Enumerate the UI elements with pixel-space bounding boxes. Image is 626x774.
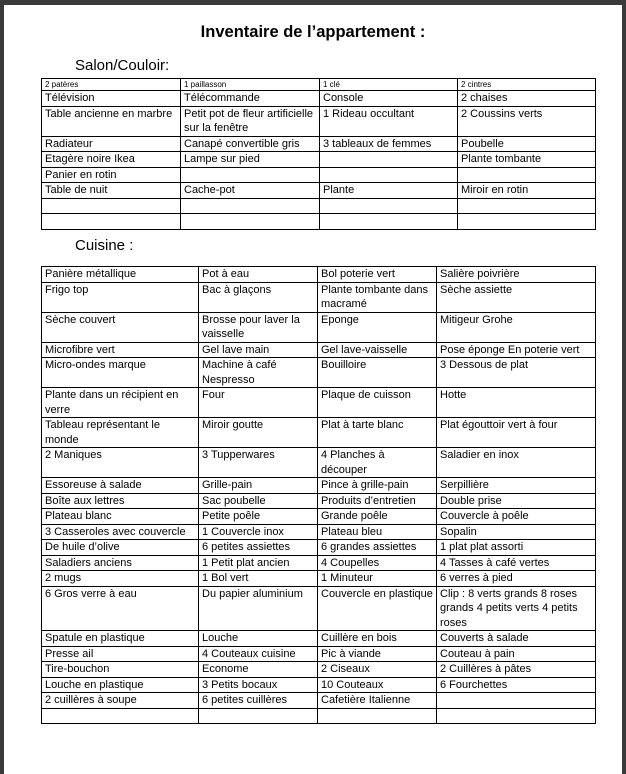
table-cell: Radiateur — [42, 136, 181, 152]
table-cell: Petit pot de fleur artificielle sur la fenêtre — [181, 106, 320, 136]
table-cell: 1 plat plat assorti — [437, 540, 596, 556]
table-cell: Hotte — [437, 388, 596, 418]
table-cell: 4 Tasses à café vertes — [437, 555, 596, 571]
table-cell: Couverts à salade — [437, 631, 596, 647]
table-row — [42, 693, 596, 709]
table-cell: Saladier en inox — [437, 448, 596, 478]
table-cell — [458, 214, 596, 230]
table-cell: 2 chaises — [458, 91, 596, 107]
table-row — [42, 493, 596, 509]
table-row — [42, 631, 596, 647]
table-cell — [42, 214, 181, 230]
table-cell: Frigo top — [42, 282, 199, 312]
table-cell: Miroir goutte — [199, 418, 318, 448]
table-row — [42, 662, 596, 678]
table-cell: Pic à viande — [318, 646, 437, 662]
table-row — [42, 677, 596, 693]
table-cell — [320, 167, 458, 183]
table-row — [42, 509, 596, 525]
table-cell: Louche en plastique — [42, 677, 199, 693]
table-cell: Machine à café Nespresso — [199, 358, 318, 388]
table-row — [42, 342, 596, 358]
table-cell: Gel lave-vaisselle — [318, 342, 437, 358]
section-heading-salon: Salon/Couloir: — [75, 57, 170, 74]
table-row — [42, 267, 596, 283]
table-row — [42, 478, 596, 494]
table-cell: 1 Minuteur — [318, 571, 437, 587]
table-cell: 2 Cuillères à pâtes — [437, 662, 596, 678]
table-cell: Tableau représentant le monde — [42, 418, 199, 448]
table-cell: Petite poêle — [199, 509, 318, 525]
table-row — [42, 167, 596, 183]
table-cell — [458, 198, 596, 214]
table-cell: Couvercle à poêle — [437, 509, 596, 525]
table-row — [42, 388, 596, 418]
table-row — [42, 708, 596, 724]
table-cell: 2 cuillères à soupe — [42, 693, 199, 709]
table-cell — [437, 708, 596, 724]
table-cell: Pose éponge En poterie vert — [437, 342, 596, 358]
table-row — [42, 79, 596, 91]
table-cell: Télévision — [42, 91, 181, 107]
table-cell: 2 Coussins verts — [458, 106, 596, 136]
table-cell — [437, 693, 596, 709]
table-cell: Miroir en rotin — [458, 183, 596, 199]
table-cell: Serpillière — [437, 478, 596, 494]
cuisine-inventory-table — [41, 266, 596, 724]
table-cell: Bol poterie vert — [318, 267, 437, 283]
table-cell: Mitigeur Grohe — [437, 312, 596, 342]
table-cell: Plateau bleu — [318, 524, 437, 540]
table-cell — [42, 708, 199, 724]
table-cell: 1 clé — [320, 79, 458, 91]
table-cell: 1 paillasson — [181, 79, 320, 91]
table-row — [42, 91, 596, 107]
table-cell — [199, 708, 318, 724]
table-cell: Plante tombante dans macramé — [318, 282, 437, 312]
table-cell: Salière poivrière — [437, 267, 596, 283]
table-cell: Pince à grille-pain — [318, 478, 437, 494]
table-cell: 6 petites cuillères — [199, 693, 318, 709]
table-cell: Cache-pot — [181, 183, 320, 199]
table-cell: 1 Petit plat ancien — [199, 555, 318, 571]
table-cell — [318, 708, 437, 724]
table-cell: 2 cintres — [458, 79, 596, 91]
table-cell: Bac à glaçons — [199, 282, 318, 312]
section-heading-cuisine: Cuisine : — [75, 237, 134, 254]
table-cell: Pot à eau — [199, 267, 318, 283]
table-cell: Gel lave main — [199, 342, 318, 358]
table-cell: Sac poubelle — [199, 493, 318, 509]
table-cell: Télécommande — [181, 91, 320, 107]
salon-inventory-table — [41, 78, 596, 230]
table-row — [42, 152, 596, 168]
table-cell: 6 grandes assiettes — [318, 540, 437, 556]
table-cell: Grille-pain — [199, 478, 318, 494]
table-cell: Table de nuit — [42, 183, 181, 199]
table-cell: 2 Ciseaux — [318, 662, 437, 678]
table-row — [42, 418, 596, 448]
table-cell: Saladiers anciens — [42, 555, 199, 571]
table-cell: Couvercle en plastique — [318, 586, 437, 631]
table-row — [42, 136, 596, 152]
table-cell: Econome — [199, 662, 318, 678]
table-cell — [320, 214, 458, 230]
table-cell: Boîte aux lettres — [42, 493, 199, 509]
table-cell: Cuillère en bois — [318, 631, 437, 647]
table-cell: 2 patères — [42, 79, 181, 91]
table-cell: Produits d’entretien — [318, 493, 437, 509]
table-cell: 6 Fourchettes — [437, 677, 596, 693]
table-row — [42, 282, 596, 312]
table-cell: Plante dans un récipient en verre — [42, 388, 199, 418]
table-cell — [181, 214, 320, 230]
table-row — [42, 214, 596, 230]
table-cell: Plante — [320, 183, 458, 199]
table-cell: Micro-ondes marque — [42, 358, 199, 388]
table-cell: De huile d’olive — [42, 540, 199, 556]
table-cell: Spatule en plastique — [42, 631, 199, 647]
table-cell: Tire-bouchon — [42, 662, 199, 678]
table-cell: 4 Planches à découper — [318, 448, 437, 478]
table-row — [42, 448, 596, 478]
table-row — [42, 198, 596, 214]
table-cell: 4 Coupelles — [318, 555, 437, 571]
table-cell: Etagère noire Ikea — [42, 152, 181, 168]
table-cell: Clip : 8 verts grands 8 roses grands 4 petits verts 4 petits roses — [437, 586, 596, 631]
table-cell: Grande poêle — [318, 509, 437, 525]
table-row — [42, 646, 596, 662]
table-row — [42, 183, 596, 199]
table-cell: 1 Rideau occultant — [320, 106, 458, 136]
table-cell: Plaque de cuisson — [318, 388, 437, 418]
table-row — [42, 524, 596, 540]
table-cell: Panier en rotin — [42, 167, 181, 183]
table-cell: Microfibre vert — [42, 342, 199, 358]
table-cell: Essoreuse à salade — [42, 478, 199, 494]
table-row — [42, 540, 596, 556]
table-cell: 6 petites assiettes — [199, 540, 318, 556]
document-page — [4, 5, 622, 774]
table-cell: Sopalin — [437, 524, 596, 540]
table-cell: 3 tableaux de femmes — [320, 136, 458, 152]
table-cell: Sèche couvert — [42, 312, 199, 342]
table-cell: 3 Dessous de plat — [437, 358, 596, 388]
table-cell: Canapé convertible gris — [181, 136, 320, 152]
table-cell: Console — [320, 91, 458, 107]
table-row — [42, 571, 596, 587]
table-cell: 10 Couteaux — [318, 677, 437, 693]
table-cell: Double prise — [437, 493, 596, 509]
table-cell: Bouilloire — [318, 358, 437, 388]
table-cell: Sèche assiette — [437, 282, 596, 312]
table-row — [42, 106, 596, 136]
table-cell: Panière métallique — [42, 267, 199, 283]
table-cell: Couteau à pain — [437, 646, 596, 662]
table-cell: 1 Couvercle inox — [199, 524, 318, 540]
table-cell: Du papier aluminium — [199, 586, 318, 631]
table-cell: 6 verres à pied — [437, 571, 596, 587]
table-cell: Eponge — [318, 312, 437, 342]
table-row — [42, 312, 596, 342]
table-cell: 6 Gros verre à eau — [42, 586, 199, 631]
table-cell: Plateau blanc — [42, 509, 199, 525]
table-cell: 2 mugs — [42, 571, 199, 587]
table-cell — [320, 198, 458, 214]
page-title: Inventaire de l’appartement : — [200, 23, 426, 41]
table-cell: 4 Couteaux cuisine — [199, 646, 318, 662]
table-cell: 3 Petits bocaux — [199, 677, 318, 693]
table-cell: Poubelle — [458, 136, 596, 152]
table-row — [42, 555, 596, 571]
table-cell: Brosse pour laver la vaisselle — [199, 312, 318, 342]
table-cell: Presse ail — [42, 646, 199, 662]
table-cell: Table ancienne en marbre — [42, 106, 181, 136]
table-cell: Louche — [199, 631, 318, 647]
table-cell — [181, 198, 320, 214]
table-cell: Plat égouttoir vert à four — [437, 418, 596, 448]
table-cell: Lampe sur pied — [181, 152, 320, 168]
table-cell — [42, 198, 181, 214]
table-cell: 1 Bol vert — [199, 571, 318, 587]
table-cell — [320, 152, 458, 168]
table-cell — [181, 167, 320, 183]
table-row — [42, 586, 596, 631]
table-cell — [458, 167, 596, 183]
table-cell: Four — [199, 388, 318, 418]
table-row — [42, 358, 596, 388]
table-cell: Plat à tarte blanc — [318, 418, 437, 448]
table-cell: 2 Maniques — [42, 448, 199, 478]
table-cell: Plante tombante — [458, 152, 596, 168]
table-cell: 3 Casseroles avec couvercle — [42, 524, 199, 540]
table-cell: 3 Tupperwares — [199, 448, 318, 478]
table-cell: Cafetière Italienne — [318, 693, 437, 709]
